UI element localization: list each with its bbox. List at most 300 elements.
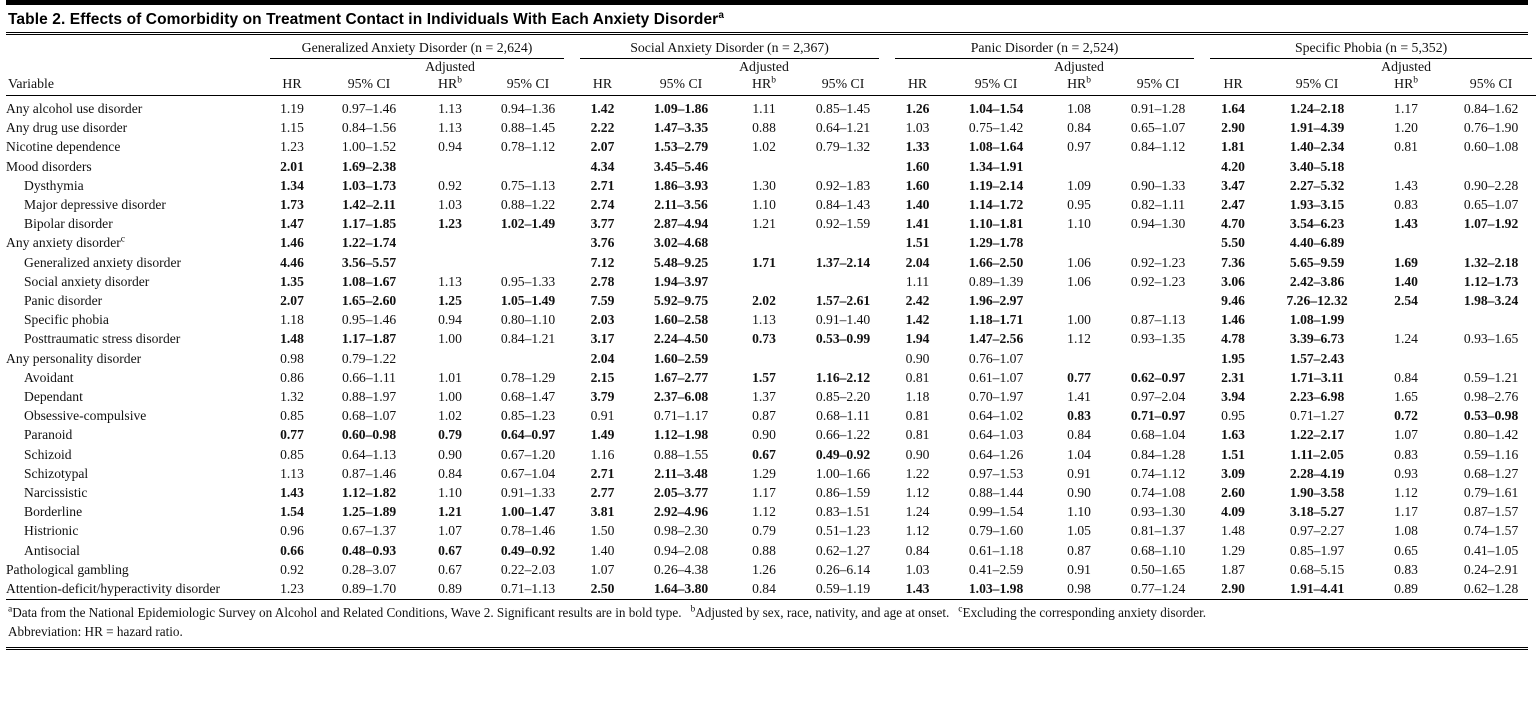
hr-value: 0.96	[280, 523, 304, 539]
hr-value: 1.00	[1067, 312, 1091, 328]
hr-value: 1.64	[1221, 101, 1245, 116]
hr-value: 1.00	[438, 389, 462, 405]
ci-value: 0.76–1.90	[1463, 120, 1519, 136]
hr-value: 1.17	[1394, 504, 1418, 520]
hr-value: 1.46	[1221, 312, 1245, 328]
hr-value: 1.16	[590, 446, 615, 462]
table-row	[6, 368, 1536, 387]
row-label	[6, 272, 264, 291]
hr-value: 0.85	[280, 408, 304, 424]
hr-value: 2.71	[590, 465, 615, 481]
hr-value: 1.17	[1394, 101, 1418, 116]
hr-value: 4.70	[1221, 216, 1245, 232]
hr-value	[1046, 233, 1112, 252]
hr-value: 1.07	[1394, 427, 1418, 443]
hr-value: 1.57	[752, 369, 776, 385]
adj-ci-header-1: 95% CI	[797, 75, 889, 96]
hr-value: 3.94	[1221, 389, 1245, 405]
ci-value	[1112, 291, 1204, 310]
hr-value: 1.26	[752, 561, 776, 577]
ci-value: 0.71–1.13	[500, 581, 556, 597]
ci-value: 1.24–2.18	[1289, 101, 1345, 116]
ci-value: 1.08–1.64	[968, 139, 1024, 155]
hr-value: 1.22	[905, 465, 930, 481]
ci-value: 0.74–1.57	[1463, 523, 1519, 539]
hr-value: 3.81	[590, 504, 615, 520]
ci-value: 0.89–1.39	[968, 273, 1024, 289]
table-row	[6, 560, 1536, 579]
hr-value: 0.88	[752, 120, 776, 136]
ci-value: 0.84–1.62	[1463, 101, 1519, 116]
hr-value: 1.46	[280, 235, 304, 251]
hr-value: 0.79	[752, 523, 776, 539]
hr-value: 0.98	[280, 350, 304, 366]
ci-value: 1.60–2.59	[653, 350, 709, 366]
spacer-cell	[320, 59, 418, 75]
ci-value: 1.47–3.35	[653, 120, 709, 136]
ci-value: 0.93–1.35	[1130, 331, 1186, 347]
row-label-text: Any personality disorder	[6, 350, 142, 366]
ci-value: 1.53–2.79	[653, 139, 709, 155]
ci-value: 1.96–2.97	[968, 293, 1024, 309]
ci-value: 1.91–4.39	[1289, 120, 1345, 136]
row-label-text: Paranoid	[24, 427, 73, 443]
hr-value: 1.13	[438, 101, 462, 116]
hr-value: 0.84	[1067, 120, 1091, 136]
hr-value: 2.50	[590, 581, 615, 597]
footnote-c-superscript: c	[958, 604, 963, 615]
hr-value: 1.02	[752, 139, 776, 155]
table-row	[6, 96, 1536, 119]
row-label	[6, 214, 264, 233]
hr-value: 0.90	[752, 427, 776, 443]
ci-value: 0.78–1.12	[500, 139, 556, 155]
group-header-label: Specific Phobia (n = 5,352)	[1210, 38, 1532, 59]
ci-value: 2.11–3.56	[654, 197, 708, 213]
hr-value: 4.46	[280, 254, 304, 270]
ci-value: 0.98–2.76	[1463, 389, 1519, 405]
hr-value: 1.06	[1067, 254, 1091, 270]
ci-value	[482, 233, 574, 252]
table-row	[6, 349, 1536, 368]
hr-value: 9.46	[1221, 293, 1245, 309]
hr-value: 0.85	[280, 446, 304, 462]
ci-value: 0.67–1.37	[341, 523, 397, 539]
hr-value: 2.71	[590, 177, 615, 193]
ci-value	[1112, 349, 1204, 368]
ci-value: 0.68–5.15	[1289, 561, 1345, 577]
ci-value: 0.92–1.23	[1130, 254, 1186, 270]
hr-value: 1.41	[1067, 389, 1091, 405]
hr-value	[731, 233, 797, 252]
table-row	[6, 214, 1536, 233]
row-label	[6, 233, 264, 252]
hr-value: 0.91	[1067, 561, 1091, 577]
hr-value: 1.13	[280, 465, 304, 481]
ci-value: 0.60–1.08	[1463, 139, 1519, 155]
table-row	[6, 445, 1536, 464]
adj-hr-header-1: $HR^b$	[731, 75, 797, 96]
row-label-text: Schizotypal	[24, 465, 89, 481]
hr-value: 1.37	[752, 389, 776, 405]
hr-value: 0.89	[1394, 581, 1418, 597]
hr-value: 2.04	[905, 254, 930, 270]
spacer-cell	[946, 59, 1046, 75]
footnote-a-superscript: a	[8, 604, 13, 615]
hr-value: 1.19	[280, 101, 304, 116]
table-row	[6, 329, 1536, 348]
hr-value: 0.94	[438, 139, 462, 155]
hr-value: 1.12	[905, 485, 930, 501]
ci-value: 0.99–1.54	[968, 504, 1024, 520]
ci-value: 0.28–3.07	[341, 561, 397, 577]
ci-value: 5.92–9.75	[653, 293, 709, 309]
table-row	[6, 137, 1536, 156]
hr-value: 0.90	[905, 350, 930, 366]
hr-value: 0.72	[1394, 408, 1418, 424]
ci-value: 1.34–1.91	[968, 158, 1024, 174]
ci-value: 0.84–1.12	[1130, 139, 1186, 155]
ci-value	[797, 157, 889, 176]
hr-value: 1.07	[590, 561, 615, 577]
ci-value: 0.48–0.93	[341, 542, 397, 558]
ci-value	[797, 349, 889, 368]
ci-value: 0.95–1.33	[500, 273, 556, 289]
hr-value: 1.08	[1394, 523, 1418, 539]
ci-value: 1.98–3.24	[1463, 293, 1519, 309]
ci-value: 0.62–1.27	[815, 542, 871, 558]
table-row	[6, 579, 1536, 598]
hr-value: 1.21	[438, 504, 462, 520]
ci-value: 1.71–3.11	[1290, 369, 1344, 385]
hr-value: 3.09	[1221, 465, 1245, 481]
ci-value: 0.84–1.21	[500, 331, 556, 347]
ci-value: 0.61–1.18	[968, 542, 1024, 558]
hr-value: 1.01	[438, 369, 462, 385]
ci-value: 2.92–4.96	[653, 504, 709, 520]
hr-value	[418, 233, 482, 252]
hr-value: 0.92	[438, 177, 462, 193]
ci-value: 1.93–3.15	[1289, 197, 1345, 213]
ci-value	[482, 253, 574, 272]
ci-value: 0.84–1.43	[815, 197, 871, 213]
hr-value: 2.60	[1221, 485, 1245, 501]
row-label	[6, 560, 264, 579]
ci-value: 2.23–6.98	[1289, 389, 1345, 405]
hr-value: 1.11	[752, 101, 776, 116]
row-label	[6, 176, 264, 195]
row-label-text: Dependant	[24, 389, 83, 405]
hr-value: 1.51	[905, 235, 930, 251]
hr-value: 0.67	[438, 561, 462, 577]
hr-value: 7.59	[590, 293, 615, 309]
hr-value: 2.77	[590, 485, 615, 501]
hr-value: 1.73	[280, 197, 304, 213]
hr-value: 0.97	[1067, 139, 1091, 155]
table-row	[6, 118, 1536, 137]
ci-value: 0.41–1.05	[1463, 542, 1519, 558]
ci-value: 1.86–3.93	[653, 177, 709, 193]
row-label	[6, 195, 264, 214]
hr-value: 2.04	[590, 350, 615, 366]
hr-value: 1.24	[1394, 331, 1418, 347]
ci-value: 1.91–4.41	[1289, 581, 1345, 597]
row-label-text: Antisocial	[24, 542, 80, 558]
ci-value: 0.93–1.30	[1130, 504, 1186, 520]
hr-value: 2.90	[1221, 581, 1245, 597]
hr-value: 2.78	[590, 273, 615, 289]
row-label	[6, 464, 264, 483]
ci-value: 0.50–1.65	[1130, 561, 1186, 577]
hr-value: 2.22	[590, 120, 615, 136]
hr-value: 1.48	[280, 331, 304, 347]
ci-value: 0.98–2.30	[653, 523, 709, 539]
hr-value: 2.90	[1221, 120, 1245, 136]
ci-value: 0.80–1.10	[500, 312, 556, 328]
hr-value: 0.88	[752, 542, 776, 558]
hr-value: 0.90	[905, 446, 930, 462]
ci-value	[1440, 157, 1536, 176]
hr-value: 1.48	[1221, 523, 1245, 539]
hr-value: 2.03	[590, 312, 615, 328]
spacer-cell	[1262, 59, 1372, 75]
row-label	[6, 579, 264, 598]
hr-value: 2.54	[1394, 293, 1418, 309]
ci-value: 0.65–1.07	[1130, 120, 1186, 136]
ci-value: 1.08–1.67	[341, 273, 397, 289]
table-row	[6, 387, 1536, 406]
ci-value: 1.25–1.89	[341, 504, 397, 520]
hr-value: 1.23	[280, 581, 304, 597]
ci-value: 0.68–1.04	[1130, 427, 1186, 443]
ci-header-1: 95% CI	[631, 75, 731, 96]
ci-value: 1.00–1.66	[815, 465, 871, 481]
ci-value: 1.64–3.80	[653, 581, 709, 597]
ci-value: 0.64–1.02	[968, 408, 1024, 424]
table-row	[6, 521, 1536, 540]
hr-value: 0.67	[438, 542, 462, 558]
hr-value: 1.18	[280, 312, 304, 328]
hr-value: 1.05	[1067, 523, 1091, 539]
hr-value	[1372, 349, 1440, 368]
ci-value: 1.07–1.92	[1463, 216, 1519, 232]
ci-value: 0.97–2.27	[1289, 523, 1345, 539]
ci-value: 3.54–6.23	[1289, 216, 1345, 232]
row-label	[6, 521, 264, 540]
row-label-text: Schizoid	[24, 446, 72, 462]
ci-value: 0.83–1.51	[815, 504, 871, 520]
table-row	[6, 233, 1536, 252]
ci-value: 0.59–1.16	[1463, 446, 1519, 462]
hr-value: 0.77	[280, 427, 304, 443]
ci-value: 0.97–1.53	[968, 465, 1024, 481]
hr-value: 1.54	[280, 504, 304, 520]
hr-value: 1.23	[438, 216, 462, 232]
adj-hr-header-0: $HR^b$	[418, 75, 482, 96]
table-row	[6, 291, 1536, 310]
ci-value: 1.10–1.81	[968, 216, 1024, 232]
group-header-row	[6, 35, 1536, 59]
footnote-c-text: Excluding the corresponding anxiety disorder.	[962, 605, 1207, 621]
ci-value: 0.89–1.70	[341, 581, 397, 597]
hr-value: 1.60	[905, 158, 930, 174]
hr-value: 0.67	[752, 446, 776, 462]
row-label-text: Mood disorders	[6, 158, 92, 174]
ci-value: 0.65–1.07	[1463, 197, 1519, 213]
hr-value: 1.71	[752, 254, 776, 270]
ci-value: 0.90–2.28	[1463, 177, 1519, 193]
hr-value: 1.23	[280, 139, 304, 155]
hr-value: 0.87	[1067, 542, 1091, 558]
hr-value: 0.84	[1394, 369, 1418, 385]
hr-value: 1.10	[438, 485, 462, 501]
ci-value: 1.65–2.60	[341, 293, 397, 309]
row-label-text: Major depressive disorder	[24, 197, 166, 213]
ci-value: 0.80–1.42	[1463, 427, 1519, 443]
row-label-text: Any drug use disorder	[6, 120, 128, 136]
ci-value: 0.64–1.21	[815, 120, 871, 136]
hr-value	[731, 349, 797, 368]
ci-value: 0.61–1.07	[968, 369, 1024, 385]
hr-value: 2.07	[590, 139, 615, 155]
ci-value: 1.11–2.05	[1290, 446, 1344, 462]
spacer-cell	[6, 59, 264, 75]
hr-value: 1.81	[1221, 139, 1245, 155]
ci-value: 0.26–4.38	[653, 561, 709, 577]
hr-value: 7.36	[1221, 254, 1245, 270]
adj-hr-header-3: $HR^b$	[1372, 75, 1440, 96]
hr-value: 1.12	[752, 504, 776, 520]
table-title-superscript: a	[718, 9, 724, 21]
ci-value: 0.91–1.28	[1130, 101, 1186, 116]
hr-value: 1.11	[905, 273, 930, 289]
ci-value: 5.48–9.25	[653, 254, 709, 270]
ci-value: 3.18–5.27	[1289, 504, 1345, 520]
hr-value: 1.43	[1394, 216, 1418, 232]
hr-value: 3.17	[590, 331, 615, 347]
table-title-text: Table 2. Effects of Comorbidity on Treatment Contact in Individuals With Each Anxiety Disorder	[8, 11, 719, 28]
hr-value: 1.13	[438, 120, 462, 136]
ci-value: 0.64–1.13	[341, 446, 397, 462]
hr-value: 1.40	[1394, 273, 1418, 289]
hr-value: 2.07	[280, 293, 304, 309]
ci-value: 0.79–1.22	[341, 350, 397, 366]
ci-value: 0.87–1.13	[1130, 312, 1186, 328]
ci-value: 0.49–0.92	[815, 446, 871, 462]
ci-value: 0.88–1.97	[341, 389, 397, 405]
table-head	[6, 35, 1536, 96]
hr-value: 0.65	[1394, 542, 1418, 558]
ci-value: 1.40–2.34	[1289, 139, 1345, 155]
group-header-2	[889, 35, 1204, 59]
hr-value: 1.63	[1221, 427, 1245, 443]
ci-value: 0.94–2.08	[653, 542, 709, 558]
hr-value: 1.13	[438, 273, 462, 289]
ci-value: 0.88–1.55	[653, 446, 709, 462]
hr-value: 3.47	[1221, 177, 1245, 193]
hr-value: 0.84	[905, 542, 930, 558]
hr-value: 0.91	[590, 408, 615, 424]
ci-value: 0.87–1.57	[1463, 504, 1519, 520]
ci-header-2: 95% CI	[946, 75, 1046, 96]
row-label-text: Specific phobia	[24, 312, 109, 328]
hr-value: 1.35	[280, 273, 304, 289]
ci-value: 0.53–0.98	[1463, 408, 1519, 424]
group-header-1	[574, 35, 889, 59]
hr-value: 1.51	[1221, 446, 1245, 462]
ci-value: 0.85–1.97	[1289, 542, 1345, 558]
hr-value: 3.79	[590, 389, 615, 405]
ci-value: 0.82–1.11	[1131, 197, 1185, 213]
hr-value: 1.94	[905, 331, 930, 347]
ci-value: 1.04–1.54	[968, 101, 1024, 116]
ci-value: 0.60–0.98	[341, 427, 397, 443]
ci-value: 1.02–1.49	[500, 216, 556, 232]
ci-value: 1.29–1.78	[968, 235, 1024, 251]
ci-value: 0.53–0.99	[815, 331, 871, 347]
hr-value: 0.77	[1067, 369, 1091, 385]
ci-value: 0.68–1.47	[500, 389, 556, 405]
ci-value: 1.09–1.86	[653, 101, 709, 116]
row-label-text: Social anxiety disorder	[24, 273, 150, 289]
hr-value: 1.09	[1067, 177, 1091, 193]
hr-value: 0.83	[1394, 561, 1418, 577]
hr-value: 0.81	[905, 408, 930, 424]
row-label	[6, 387, 264, 406]
row-label-text: Any alcohol use disorder	[6, 101, 143, 116]
hr-value: 0.81	[905, 427, 930, 443]
hr-value: 1.00	[438, 331, 462, 347]
ci-value: 0.68–1.07	[341, 408, 397, 424]
hr-value: 1.18	[905, 389, 930, 405]
hr-value: 1.47	[280, 216, 304, 232]
ci-value: 0.67–1.04	[500, 465, 556, 481]
spacer-cell	[1204, 59, 1262, 75]
hr-header-0: HR	[264, 75, 320, 96]
hr-value: 1.03	[438, 197, 462, 213]
hr-value: 2.15	[590, 369, 615, 385]
row-label	[6, 96, 264, 119]
row-label	[6, 157, 264, 176]
ci-value	[1112, 157, 1204, 176]
ci-value: 1.18–1.71	[968, 312, 1024, 328]
hr-value: 1.07	[438, 523, 462, 539]
hr-value: 0.87	[752, 408, 776, 424]
ci-value: 0.85–1.45	[815, 101, 871, 116]
table-row	[6, 425, 1536, 444]
hr-value: 5.50	[1221, 235, 1245, 251]
column-header-row	[6, 75, 1536, 96]
ci-value: 1.47–2.56	[968, 331, 1024, 347]
hr-value: 4.09	[1221, 504, 1245, 520]
hr-value: 1.60	[905, 177, 930, 193]
spacer-cell	[1112, 59, 1204, 75]
ci-header-0: 95% CI	[320, 75, 418, 96]
group-header-label: Generalized Anxiety Disorder (n = 2,624)	[270, 38, 564, 59]
ci-value: 2.42–3.86	[1289, 273, 1345, 289]
footnote-b-superscript: b	[690, 604, 696, 615]
ci-value: 1.22–2.17	[1289, 427, 1345, 443]
ci-value: 0.81–1.37	[1130, 523, 1186, 539]
ci-value: 0.90–1.33	[1130, 177, 1186, 193]
hr-value: 0.95	[1221, 408, 1245, 424]
ci-value: 0.22–2.03	[500, 561, 556, 577]
hr-value: 0.90	[438, 446, 462, 462]
ci-header-3: 95% CI	[1262, 75, 1372, 96]
row-label	[6, 118, 264, 137]
hr-value: 1.69	[1394, 254, 1418, 270]
hr-value	[731, 272, 797, 291]
